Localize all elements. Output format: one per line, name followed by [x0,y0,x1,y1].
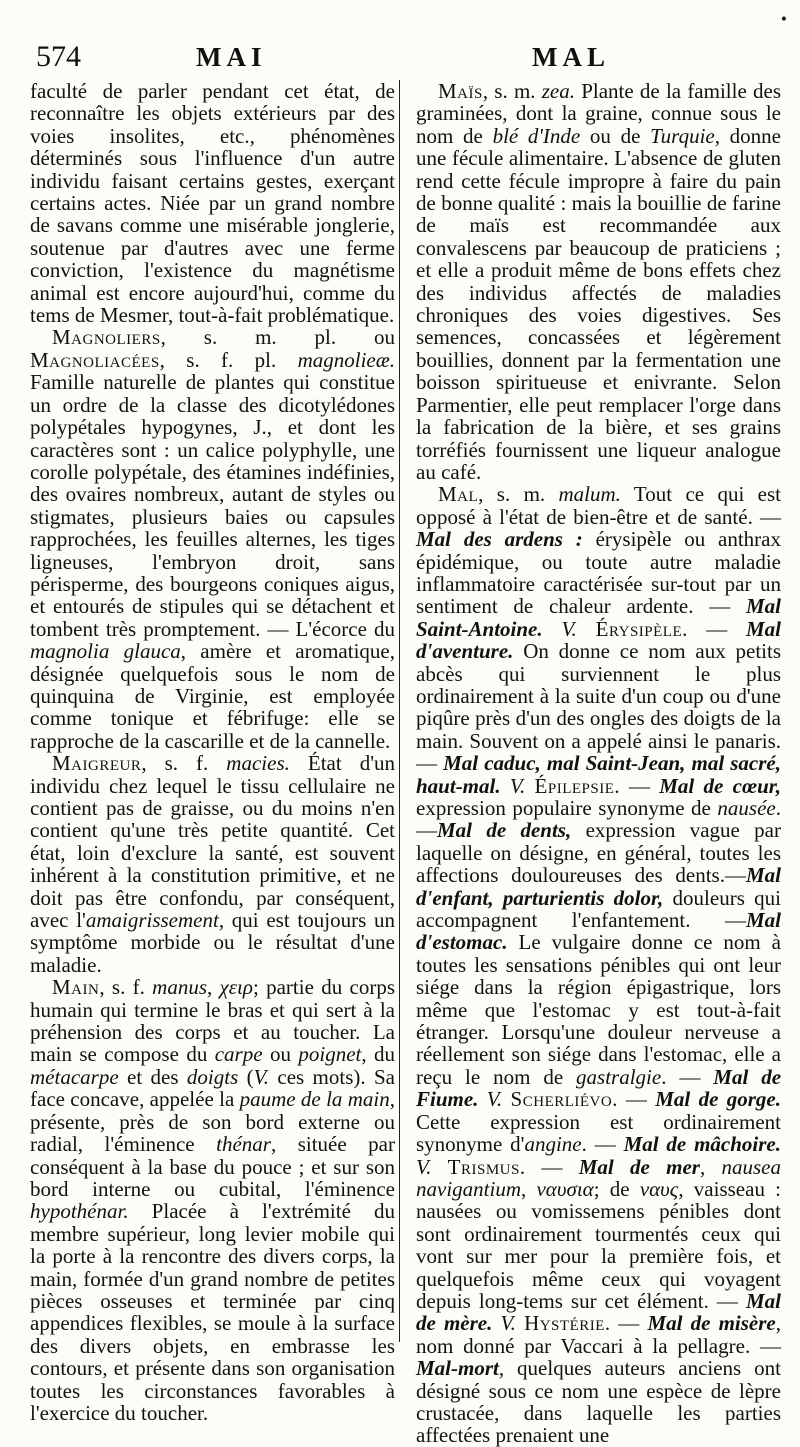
text-run: V. [492,1311,525,1336]
text-run: et des [118,1064,187,1089]
text-run: ; partie du corps humain qui termine le bras et qui sert à la préhension des corps et au toucher. La main se compose du [30,975,395,1067]
text-run: , nom donné par Vaccari à la pellagre. — [416,1311,781,1358]
emphasis [655,1087,781,1111]
text-run: , quelques auteurs anciens ont désigné sous ce nom une espèce de lèpre crustacée, dans laquelle les parties affectées prenaient une [416,1356,781,1447]
headword: Main [52,975,100,1000]
text-run: hypothénar. [30,1199,129,1224]
headword: Magnoliers [52,325,161,350]
text-run: Placée à l'extrémité du membre supérieur, long levier mobile qui la porte à la rencontre des divers corps, la main, formée d'un grand nombre de petites pièces osseuses et terminée par cinq appendices flexibles, se moule à la surface des divers objets, en embrasse les contours, et présente dans son organisation toutes les circonstances favorables à l'exercice du toucher. [30,1199,395,1425]
text-run: . — [682,616,746,641]
text-run: . — [581,1132,624,1157]
text-run: Mal des ardens : [416,527,583,552]
text-run: blé d'Inde [492,123,581,148]
text-run: . — [612,1087,656,1112]
text-run: .— [416,796,781,843]
text-run: gastralgie [576,1064,662,1089]
text-run: érysipèle ou anthrax épidémique, ou toute autre maladie inflammatoire caractérisée sur-tout par un sentiment de chaleur ardente. — [416,527,781,619]
text-run: nausea navigantium [416,1154,781,1201]
text-run: paume de la main [239,1087,390,1112]
entry-magnoliers [30,326,395,752]
headword: Maigreur [52,751,142,776]
running-head-left: MAI [196,42,267,72]
text-run: faculté de parler pendant cet état, de reconnaître les objets extérieurs par des voies insolites, etc., phénomènes déterminés sous l'influence d'un autre individu faisant certains gestes, exerçant certains actes. Niée par un grand nombre de savans comme une misérable jonglerie, soutenue par d'autres avec une ferme conviction, l'existence du magnétisme animal est encore aujourd'hui, comme du tems de Mesmer, tout-à-fait problématique. [30,79,395,328]
text-run: On donne ce nom aux petits abcès qui surviennent le plus ordinairement à la suite d'un coup ou d'une piqûre près d'un des ongles des doigts de la main. Souvent on a appelé ainsi le panaris.— [416,639,781,776]
text-run: État d'un individu chez lequel le tissu cellulaire ne contient pas de graisse, ou du moins n'en contient qu'une très petite quantité. Cet état, loin d'exclure la santé, est souvent inhérent à la constitution primitive, et ne doit pas être confondu, par conséquent, avec l' [30,751,395,933]
emphasis [624,1132,781,1156]
text-run: V. [416,1154,448,1179]
text-run: Famille naturelle de plantes qui constitue un ordre de la classe des dicotylédones polypétales hypogynes, J., et dont les caractères sont : un calice polyphylle, une corolle polypétale, des étamines indéfinies, des ovaires nombreux, autant de styles ou stigmates, plusieurs baies ou capsules rapprochées, les feuilles alternes, les tiges ligneuses, l'embryon droit, sans périsperme, des bourgeons coniques aigus, et entourés de stipules qui se détachent et tombent très promptement. — L'écorce du [30,370,395,641]
text-run: Mal d'estomac. [416,908,781,955]
text-run: Mal de dents, [437,818,572,843]
text-run: ( [238,1064,254,1089]
text-run: , s. f. pl. [159,347,298,372]
text-run: , s. m. [478,482,559,507]
text-run: Mal de misère [647,1311,776,1336]
text-run: doigts [186,1064,239,1089]
entry-mais [416,80,781,483]
text-run: Mal-mort [416,1356,499,1381]
text-run: , donne une fécule alimentaire. L'absence de gluten rend cette fécule impropre à faire du pain de bonne qualité : mais la bouillie de farine de maïs est recommandée aux convalescens par beaucoup de praticiens ; et elle a produit même de bons effets chez des individus affectés de maladies chroniques des voies digestives. Ses semences, concassées et légèrement bouillies, donnent par la fermentation une boisson spiritueuse et enivrante. Selon Parmentier, elle peut remplacer l'orge dans la fabrication de la bière, et ses grains torréfiés fournissent une liqueur analogue au café. [416,123,782,484]
right-column [416,80,781,1447]
text-run: Tout ce qui est opposé à l'état de bien-être et de santé. — [416,482,781,529]
headword: Mal [438,482,479,507]
entry-maigreur [30,752,395,976]
text-run: ναυσια [536,1176,594,1201]
text-run: Mal de mâchoire. [623,1132,781,1157]
text-run: carpe [214,1042,263,1067]
text-run: métacarpe [30,1064,119,1089]
text-run: angine [524,1132,582,1157]
text-run: V. [253,1064,269,1089]
text-run: Mal d'aventure. [416,616,782,664]
text-run: magnolieæ. [297,347,395,372]
text-run: Épilepsie [534,773,615,798]
text-run: , s. m. pl. ou [160,325,395,350]
text-run: Trismus [447,1154,520,1179]
column-rule [399,80,400,1342]
entry-main [30,976,395,1424]
text-run: Mal d'enfant, parturientis dolor, [416,863,781,910]
text-run: , située par conséquent à la base du pouce ; et sur son bord interne ou cubital, l'éminence [30,1132,395,1201]
text-run: Érysipèle [595,616,683,641]
text-run: Hystérie [524,1311,605,1336]
text-run: , vaisseau : nausées ou vomissemens pénibles dont sont ordinairement tourmentés ceux qui vont sur mer pour la première fois, et quelquefois même ceux qui voyagent depuis long-tems sur cet élément. — [416,1176,782,1313]
headword: Magnoliacées [30,347,160,372]
entry-magnetisme-continuation [30,80,395,326]
text-run: . — [604,1311,648,1336]
text-run: manus [152,975,207,1000]
text-run: ναυς [639,1176,679,1201]
running-head-right: MAL [532,42,610,72]
text-run: Mal de gorge. [655,1087,782,1112]
text-run: . — [519,1154,579,1179]
corner-mark: • [779,12,788,28]
text-run: . — [614,773,660,798]
text-run: , s. m. [482,79,542,103]
text-run: macies. [226,751,290,776]
text-run: Mal caduc, mal Saint-Jean, mal sacré, haut-mal. [416,751,781,798]
text-run: χειρ [219,975,253,1000]
headword: Maïs [438,79,483,103]
text-run: ou [262,1042,299,1067]
text-run: expression populaire synonyme de [416,796,718,820]
text-run: amaigrissement [85,908,219,933]
text-run: malum. [558,482,621,507]
text-run: V. [478,1087,511,1112]
text-run: , [699,1154,722,1179]
text-run: magnolia glauca [30,639,181,664]
page-number: 574 [36,40,81,73]
text-run: ces mots). Sa face concave, appelée la [30,1064,396,1112]
emphasis [416,1356,499,1380]
text-run: poignet [298,1042,362,1067]
text-run: zea. [541,79,575,103]
text-run: douleurs qui accompagnent l'enfantement. — [416,885,781,933]
text-run: Mal de mère. [416,1288,781,1336]
text-run: nausée [717,796,776,820]
text-run: , s. f. [141,751,227,776]
text-run: . — [661,1064,714,1089]
emphasis [579,1155,700,1179]
text-run: Mal de Fiume. [416,1064,782,1112]
text-run: , s. f. [99,975,153,1000]
text-run: Mal Saint-Antoine. [416,594,781,641]
text-run: expression vague par laquelle on désigne, en général, toutes les affections douloureuses des dents.— [416,818,781,888]
emphasis [647,1311,775,1335]
emphasis [659,774,781,798]
text-run: , amère et aromatique, désignée quelquefois sous le nom de quinquina de Virginie, est employée comme tonique et fébrifuge: elle se rapproche de la cascarille et de la cannelle. [30,639,395,753]
text-run: V. [542,616,596,641]
emphasis [416,527,583,551]
text-run: , [207,975,220,1000]
text-run: Mal de cœur, [659,773,782,798]
text-run: Turquie [650,123,715,148]
emphasis [437,818,571,842]
text-run: Scherliévo [510,1087,613,1112]
text-run: Cette expression est ordinairement synonyme d' [416,1109,781,1157]
text-run: V. [500,773,535,798]
left-column [30,80,395,1424]
text-run: , du [361,1042,396,1067]
entry-mal [416,483,781,1446]
text-run: ; de [593,1176,640,1201]
text-run: , qui est toujours un symptôme morbide ou le résultat d'une maladie. [30,908,395,977]
text-run: , [521,1176,537,1201]
text-run: thénar [216,1132,271,1157]
text-run: ou de [580,123,651,148]
text-run: , présente, près de son bord externe ou radial, l'éminence [30,1087,395,1157]
text-run: Mal de mer [578,1154,700,1179]
text-run: Plante de la famille des graminées, dont la graine, connue sous le nom de [416,79,781,148]
text-run: Le vulgaire donne ce nom à toutes les sensations pénibles qui ont leur siége dans la région épigastrique, lors même que l'estomac y est tout-à-fait étranger. Lorsqu'une douleur nerveuse a réellement son siége dans l'estomac, elle a reçu le nom de [416,930,781,1089]
